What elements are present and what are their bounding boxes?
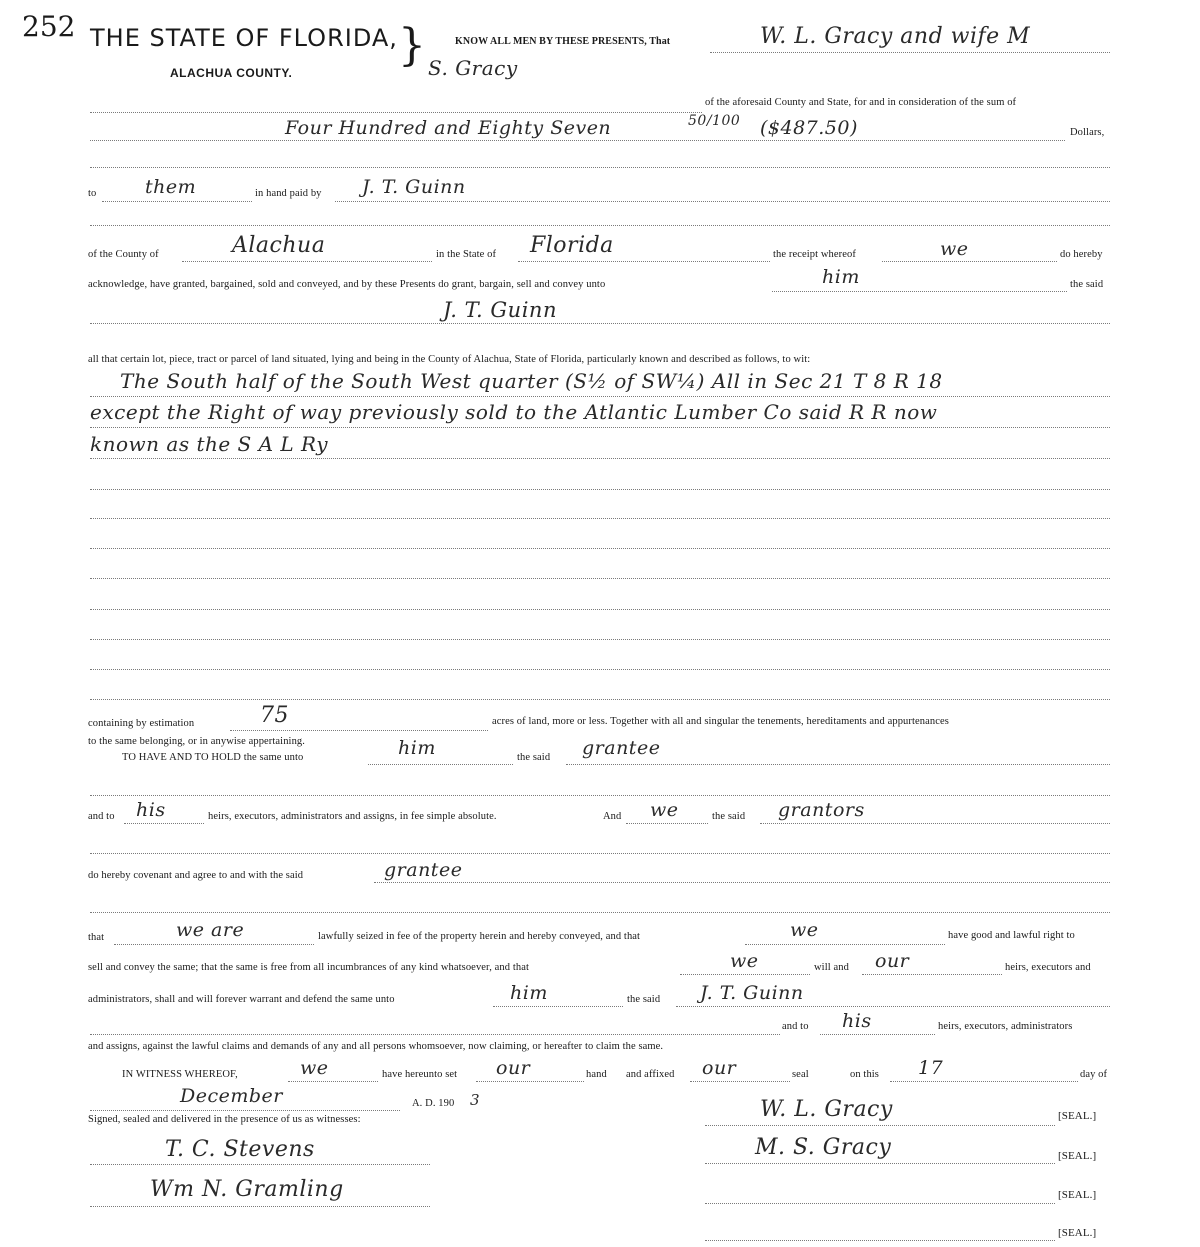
same-belonging-text: to the same belonging, or in anywise appertaining. [88,736,305,747]
sum-words: Four Hundred and Eighty Seven [285,117,612,139]
state-handwritten: Florida [530,233,614,258]
heirs-text: heirs, executors, administrators and assigns, in fee simple absolute. [208,811,497,822]
fill-line [90,1034,780,1035]
hereunto-text: have hereunto set [382,1069,458,1080]
receipt-label: the receipt whereof [773,249,856,260]
fill-line [90,548,1110,549]
our-3: our [702,1057,737,1079]
we-4: we [300,1057,329,1079]
will-and-label: will and [814,962,849,973]
fill-line [90,669,1110,670]
acknowledge-text: acknowledge, have granted, bargained, sold and conveyed, and by these Presents do grant, bargain, sell and convey unto [88,279,606,290]
land-description-line1: The South half of the South West quarter (S½ of SW¼) All in Sec 21 T 8 R 18 [120,369,943,393]
do-hereby-label: do hereby [1060,249,1103,260]
page-number: 252 [22,10,76,43]
paid-by-name: J. T. Guinn [362,176,466,198]
fill-line [114,944,314,945]
administrators-text: administrators, shall and will forever warrant and defend the same unto [88,994,395,1005]
in-state-label: in the State of [436,249,497,260]
heirs-exec-text: heirs, executors and [1005,962,1091,973]
witness-signature-1: T. C. Stevens [165,1137,315,1162]
ad-label: A. D. 190 [412,1098,455,1109]
sell-convey-text: sell and convey the same; that the same is free from all incumbrances of any kind whatsoever, and that [88,962,530,973]
fill-line [90,1110,400,1111]
fill-line [705,1125,1055,1126]
fill-line [476,1081,584,1082]
in-hand-label: in hand paid by [255,188,322,199]
fill-line [566,764,1110,765]
fill-line [760,823,1110,824]
fill-line [676,1006,1110,1007]
fill-line [690,1081,790,1082]
month-handwritten: December [180,1085,283,1107]
fill-line [374,882,1110,883]
said-grantee: grantee [582,737,661,759]
fill-line [230,730,488,731]
to-label: to [88,188,97,199]
affixed-label: and affixed [626,1069,675,1080]
fill-line [90,323,1110,324]
acres-number: 75 [260,703,289,728]
seal-mark-3: [SEAL.] [1058,1189,1097,1201]
fill-line [90,609,1110,610]
have-hold-unto: him [398,737,436,759]
fill-line [124,823,204,824]
and-label: And [603,811,622,822]
dollars-label: Dollars, [1070,127,1105,138]
fill-line [90,140,1065,141]
sum-figure: ($487.50) [760,117,858,139]
fill-line [368,764,513,765]
fill-line [90,458,1110,459]
fill-line [90,489,1110,490]
containing-label: containing by estimation [88,718,195,729]
fill-line [772,291,1067,292]
we-2: we [790,919,819,941]
to-whom: them [145,176,197,198]
fill-line [90,1206,430,1207]
seal-mark-1: [SEAL.] [1058,1110,1097,1122]
fill-line [90,699,1110,700]
fill-line [862,974,1002,975]
county-heading: ALACHUA COUNTY. [170,66,293,80]
grantor-word: grantors [778,799,865,821]
seal-label: seal [792,1069,809,1080]
witness-whereof: IN WITNESS WHEREOF, [122,1069,238,1080]
state-title: THE STATE OF FLORIDA, [90,24,398,52]
fill-line [705,1163,1055,1164]
fill-line [182,261,432,262]
grantor-name-line2: S. Gracy [428,56,518,80]
fill-line [90,1164,430,1165]
receipt-by: we [940,238,969,260]
know-all-men: KNOW ALL MEN BY THESE PRESENTS, That [455,36,671,47]
day-of-label: day of [1080,1069,1108,1080]
hand-label: hand [586,1069,607,1080]
his-2: his [842,1010,872,1032]
fill-line [710,52,1110,53]
assigns-against-text: and assigns, against the lawful claims and demands of any and all persons whomsoever, now claiming, or hereafter to claim the same. [88,1041,664,1052]
fill-line [705,1203,1055,1204]
we-handwritten: we [650,799,679,821]
we-are: we are [176,919,245,941]
fill-line [90,518,1110,519]
that-label: that [88,932,105,943]
and-to-label: and to [782,1021,809,1032]
seal-mark-4: [SEAL.] [1058,1227,1097,1239]
fill-line [705,1240,1055,1241]
the-said-label: the said [1070,279,1104,290]
of-county-label: of the County of [88,249,159,260]
witness-signature-2: Wm N. Gramling [150,1177,344,1202]
heirs-exec-admin-text: heirs, executors, administrators [938,1021,1073,1032]
fill-line [335,201,1110,202]
fill-line [90,639,1110,640]
sum-cents: 50/100 [688,113,741,129]
seized-text: lawfully seized in fee of the property herein and hereby conveyed, and that [318,931,641,942]
fill-line [102,201,252,202]
fill-line [493,1006,623,1007]
covenant-text: do hereby covenant and agree to and with the said [88,870,304,881]
fill-line [90,427,1110,428]
we-3: we [730,950,759,972]
signed-text: Signed, sealed and delivered in the presence of us as witnesses: [88,1114,361,1125]
land-description-line3: known as the S A L Ry [90,432,329,456]
fill-line [890,1081,1078,1082]
land-description-line2: except the Right of way previously sold to the Atlantic Lumber Co said R R now [90,400,938,424]
brace-glyph: } [398,20,426,71]
him-2: him [510,982,548,1004]
county-handwritten: Alachua [232,233,326,258]
aforesaid-text: of the aforesaid County and State, for and in consideration of the sum of [705,97,1017,108]
to-have-label: TO HAVE AND TO HOLD the same unto [122,752,304,763]
grantee-name: J. T. Guinn [443,298,557,322]
grantor-signature-2: M. S. Gracy [755,1135,892,1160]
fill-line [820,1034,935,1035]
fill-line [90,112,702,113]
fill-line [90,578,1110,579]
fill-line [90,912,1110,913]
fill-line [680,974,810,975]
fill-line [626,823,708,824]
fill-line [90,167,1110,168]
his-handwritten: his [136,799,166,821]
grantee-name-2: J. T. Guinn [700,982,804,1004]
and-to-label: and to [88,811,115,822]
all-that-text: all that certain lot, piece, tract or parcel of land situated, lying and being in the County of Alachua, State of Florida, particularly known and described as follows, to wit: [88,354,811,365]
fill-line [90,225,1110,226]
fill-line [90,795,1110,796]
grantor-signature-1: W. L. Gracy [760,1097,893,1122]
convey-unto: him [822,266,860,288]
fill-line [90,396,1110,397]
fill-line [882,261,1057,262]
fill-line [745,944,945,945]
grantee-word: grantee [384,859,463,881]
fill-line [90,853,1110,854]
have-good-text: have good and lawful right to [948,930,1075,941]
year-digit: 3 [470,1091,481,1109]
the-said-label: the said [712,811,746,822]
grantor-name-line1: W. L. Gracy and wife M [760,24,1031,49]
day-handwritten: 17 [918,1057,944,1079]
fill-line [518,261,770,262]
fill-line [288,1081,378,1082]
the-said-label: the said [627,994,661,1005]
the-said-label: the said [517,752,551,763]
on-this-label: on this [850,1069,879,1080]
our-handwritten: our [875,950,910,972]
acres-text: acres of land, more or less. Together with all and singular the tenements, hereditaments and appurtenances [492,716,949,727]
our-2: our [496,1057,531,1079]
seal-mark-2: [SEAL.] [1058,1150,1097,1162]
